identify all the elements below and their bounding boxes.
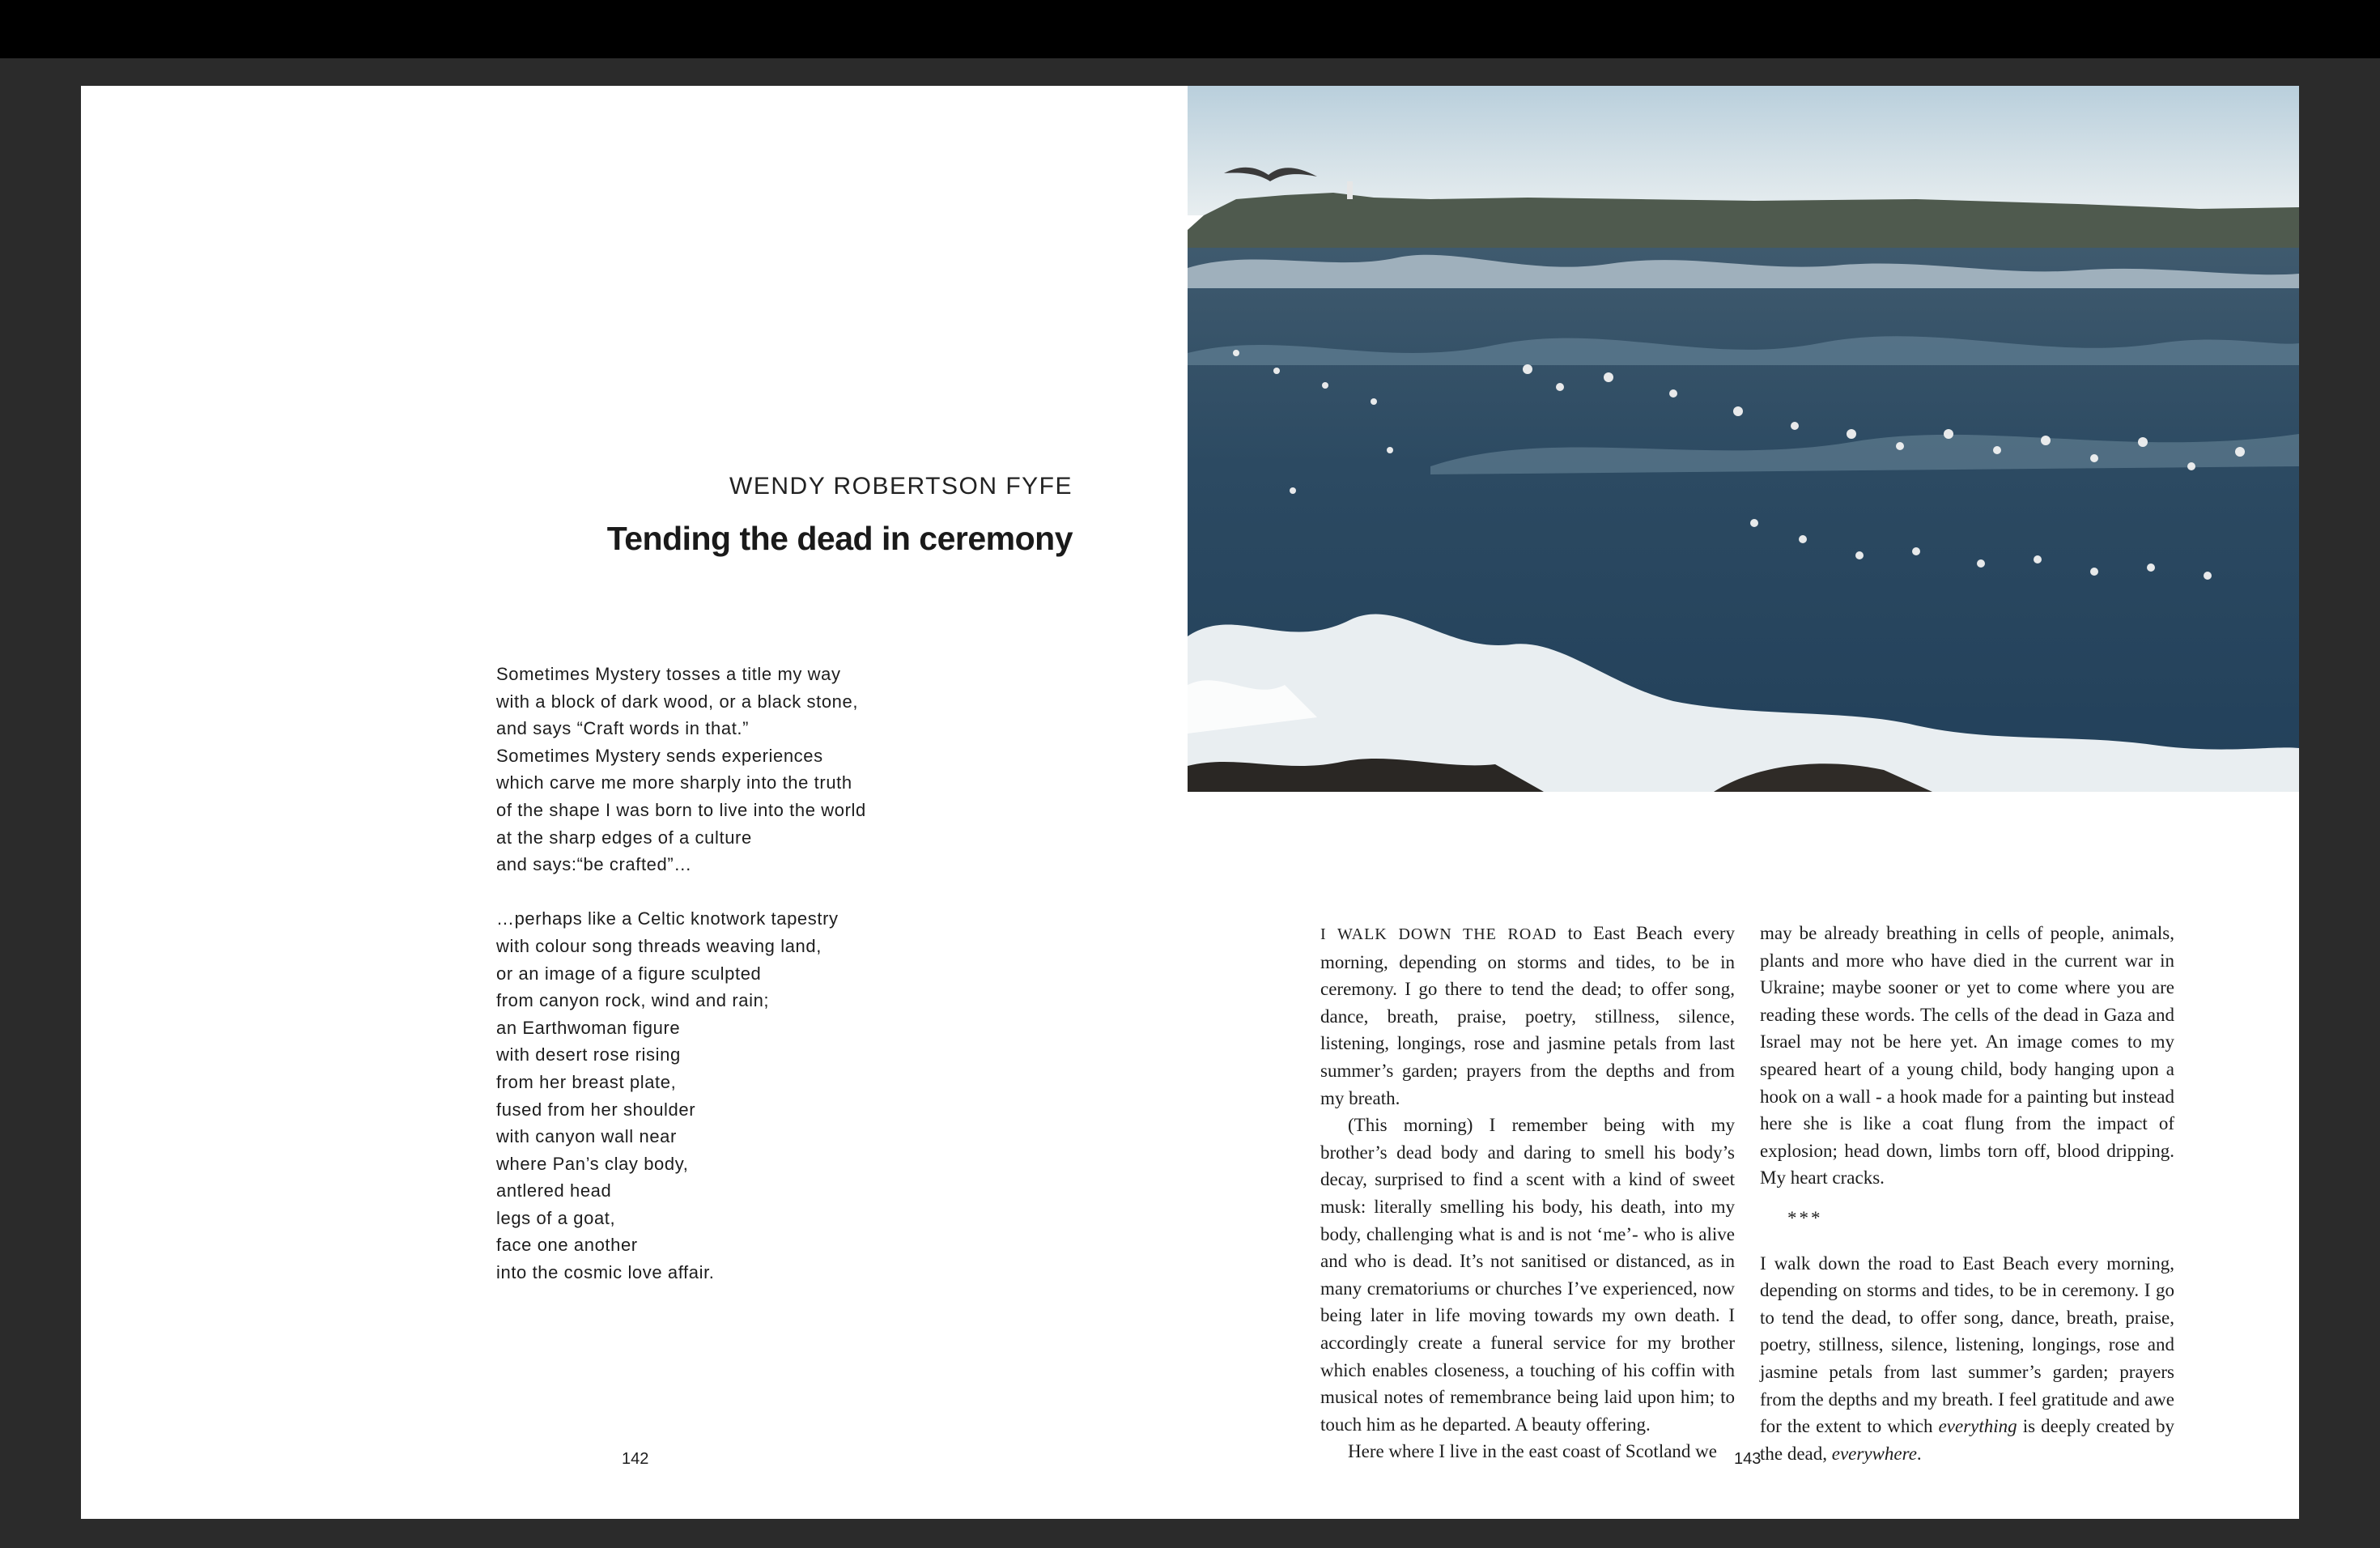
text-column-1 [1320,920,1735,1465]
page-number-right: 143 [1734,1450,1762,1468]
article-title: Tending the dead in ceremony [606,520,1073,557]
paragraph: (This morning) I remember being with my brother’s dead body and daring to smell his body’s decay, surprised to find a scent with a kind of sweet musk: literally smelling his body, his death, into my body, challenging what is and is not ‘me’- who is alive and who is dead. It’s not sanitised or distanced, as in many crematoriums or churches I’ve experienced, now being later in life moving towards my own death. I accordingly create a funeral service for my brother which enables closeness, a touching of his coffin with musical notes of remembrance being laid upon him; to touch him as he departed. A beauty offering. [1320,1115,1735,1435]
poem-line: with desert rose rising [496,1044,681,1065]
paragraph-text: . [1916,1443,1922,1464]
stanza-break [496,878,1014,906]
poem-line: from her breast plate, [496,1071,677,1092]
poem-line: of the shape I was born to live into the world [496,799,866,820]
right-page [1188,86,2299,1519]
poem-line: fused from her shoulder [496,1099,696,1120]
seascape-photo [1188,86,2299,792]
section-separator: *** [1787,1207,1823,1228]
emphasis: everywhere [1831,1443,1917,1464]
paragraph [1320,920,1735,1112]
poem-line: an Earthwoman figure [496,1017,681,1038]
poem-line: antlered head [496,1180,612,1201]
poem-line: where Pan’s clay body, [496,1153,689,1174]
poem-line: which carve me more sharply into the truth [496,772,852,793]
poem-line: with a block of dark wood, or a black stone, [496,691,859,712]
top-bar [0,0,2380,58]
poem-line: and says “Craft words in that.” [496,718,750,739]
poem-line: at the sharp edges of a culture [496,827,752,848]
paragraph [1760,1250,2174,1468]
emphasis: everything [1938,1416,2017,1437]
paragraph-text: to East Beach every morning, depending on storms and tides, to be in ceremony. I go there to tend the dead; to offer song, dance, breath, praise, poetry, stillness, silence, listening, longings, rose and jasmine petals from last summer’s garden; prayers from the depths and from my breath. [1320,923,1735,1108]
poem-line: …perhaps like a Celtic knotwork tapestry [496,908,839,929]
text-column-2 [1760,920,2174,1467]
poem-line: or an image of a figure sculpted [496,963,762,984]
poem-line: with colour song threads weaving land, [496,935,822,956]
poem-line: with canyon wall near [496,1126,677,1147]
book-spread [81,86,2299,1519]
poem-line: Sometimes Mystery tosses a title my way [496,664,841,684]
poem-line: and says:“be crafted”… [496,854,692,875]
paragraph-text: is deeply created by the dead, [1760,1416,2175,1464]
poem [496,661,1014,1286]
poem-line: into the cosmic love affair. [496,1262,715,1283]
left-page [81,86,1188,1519]
page-number-left: 142 [622,1450,649,1468]
author-name: WENDY ROBERTSON FYFE [729,473,1073,500]
poem-line: from canyon rock, wind and rain; [496,990,770,1011]
lead-in: I WALK DOWN THE ROAD [1320,925,1558,943]
paragraph: may be already breathing in cells of people, animals, plants and more who have died in the current war in Ukraine; maybe sooner or yet to come where you are reading these words. The cells of the dead in Gaza and Israel may not be here yet. An image comes to my speared heart of a young child, body hanging upon a hook on a wall - a hook made for a painting but instead here she is like a coat flung from the impact of explosion; head down, limbs torn off, blood dripping. My heart cracks. [1760,923,2174,1189]
poem-line: legs of a goat, [496,1207,616,1228]
paragraph-text: I walk down the road to East Beach every morning, depending on storms and tides, to be in ceremony. I go to tend the dead, to offer song, dance, breath, praise, poetry, stillness, silence, listening, longings, rose and jasmine petals from last summer’s garden; prayers from the depths and my breath. I feel gratitude and awe for the extent to which [1760,1252,2174,1437]
paragraph: Here where I live in the east coast of Scotland we [1348,1441,1717,1462]
lighthouse [1347,181,1353,199]
poem-line: Sometimes Mystery sends experiences [496,745,823,766]
poem-line: face one another [496,1235,638,1256]
